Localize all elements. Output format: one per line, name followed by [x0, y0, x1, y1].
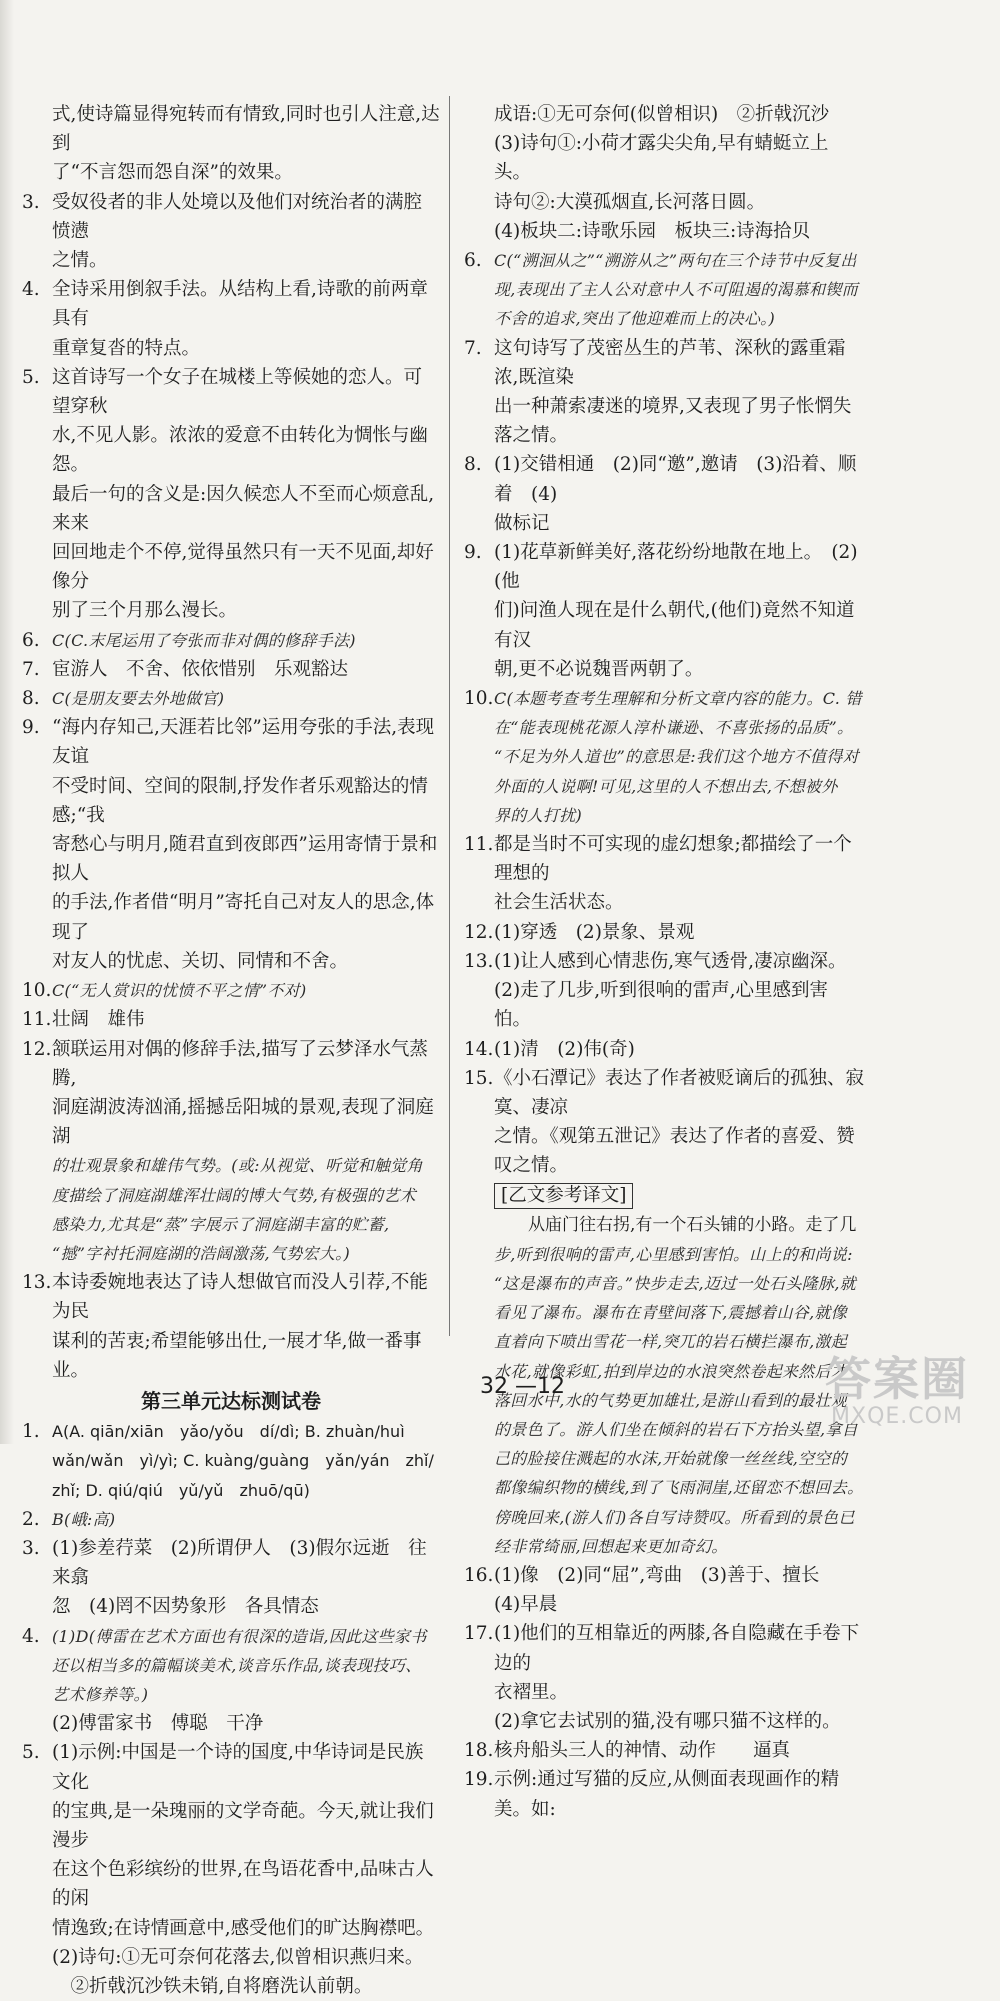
- item-number: 5.: [22, 1742, 40, 1764]
- text-line: 看见了瀑布。瀑布在青壁间落下,震撼着山谷,就像: [494, 1303, 848, 1323]
- text-line: “这是瀑布的声音。”快步走去,迈过一处石头隆脉,就: [494, 1273, 857, 1293]
- item-number: 15.: [464, 1067, 494, 1089]
- item-number: 2.: [22, 1508, 40, 1530]
- item-number: 4.: [22, 279, 40, 301]
- item-number: 18.: [464, 1740, 494, 1762]
- answer-item: [22, 275, 440, 333]
- item-number: 8.: [22, 688, 40, 710]
- item-text: (1)他们的互相靠近的两膝,各自隐藏在手卷下边的: [494, 1623, 860, 1674]
- item-number: 11.: [22, 1009, 52, 1031]
- item-number: 6.: [464, 250, 482, 272]
- item-text: “海内存知己,天涯若比邻”运用夸张的手法,表现友谊: [52, 717, 435, 768]
- item-number: 9.: [22, 717, 40, 739]
- answer-item: [22, 1417, 440, 1446]
- answer-item: [464, 246, 864, 275]
- answer-item: [464, 1561, 864, 1619]
- text-line: (4)板块二:诗歌乐园 板块三:诗海拾贝: [494, 220, 811, 242]
- text-line: 最后一句的含义是:因久候恋人不至而心烦意乱,来来: [52, 483, 435, 534]
- item-number: 6.: [22, 629, 40, 651]
- text-line: 之情。: [52, 250, 108, 272]
- page-edge: [0, 0, 14, 1444]
- text-line: 步,听到很响的雷声,心里感到害怕。山上的和尚说:: [494, 1244, 853, 1264]
- answer-item: [22, 1738, 440, 1796]
- text-line: 己的脸接住溅起的水沫,开始就像一丝丝线,空空的: [494, 1449, 848, 1469]
- answer-item: [464, 1035, 864, 1064]
- text-line: 不舍的追求,突出了他迎难而上的决心。): [494, 309, 776, 329]
- text-line: (2)拿它去试别的猫,没有哪只猫不这样的。: [494, 1710, 841, 1732]
- text-line: 界的人打扰): [494, 805, 583, 825]
- text-line: 出一种萧索凄迷的境界,又表现了男子怅惘失落之情。: [494, 396, 852, 447]
- item-number: 17.: [464, 1623, 494, 1645]
- item-number: 3.: [22, 1537, 40, 1559]
- answer-item: [22, 713, 440, 771]
- item-number: 11.: [464, 834, 494, 856]
- text-line: 寄愁心与明月,随君直到夜郎西”运用寄情于景和拟人: [52, 834, 438, 885]
- text-line: “撼”字衬托洞庭湖的浩阔激荡,气势宏大。): [52, 1243, 350, 1263]
- item-text: 全诗采用倒叙手法。从结构上看,诗歌的前两章具有: [52, 279, 428, 330]
- item-text: 这首诗写一个女子在城楼上等候她的恋人。可望穿秋: [52, 366, 423, 418]
- text-line: 做标记: [494, 512, 550, 534]
- item-number: 4.: [22, 1625, 40, 1647]
- text-line: 外面的人说啊!可见,这里的人不想出去,不想被外: [494, 776, 838, 796]
- text-line: 直着向下喷出雪花一样,突兀的岩石横拦瀑布,激起: [494, 1332, 848, 1352]
- item-number: 12.: [464, 921, 494, 943]
- text-line: 重章复沓的特点。: [52, 337, 201, 359]
- item-text: (1)穿透 (2)景象、景观: [494, 921, 695, 943]
- section-title: 第三单元达标测试卷: [141, 1388, 321, 1413]
- item-number: 1.: [22, 1421, 40, 1443]
- item-text: 都是当时不可实现的虚幻想象;都描绘了一个理想的: [494, 834, 852, 885]
- text-line: 的宝典,是一朵瑰丽的文学奇葩。今天,就让我们漫步: [52, 1800, 434, 1851]
- item-text: (1)交错相通 (2)同“邀”,邀请 (3)沿着、顺着 (4): [494, 454, 857, 505]
- answer-item: [22, 1622, 440, 1651]
- text-line: 式,使诗篇显得宛转而有情致,同时也引人注意,达到: [52, 104, 440, 155]
- item-number: 10.: [464, 688, 494, 710]
- text-line: 对友人的忧虑、关切、同情和不舍。: [52, 950, 349, 972]
- text-line: 别了三个月那么漫长。: [52, 600, 238, 622]
- item-text: (1)像 (2)同“屈”,弯曲 (3)善于、擅长 (4)早晨: [494, 1564, 838, 1616]
- item-text: 受奴役者的非人处境以及他们对统治者的满腔愤懑: [52, 191, 423, 242]
- watermark-logo: 答案圈: [825, 1352, 969, 1406]
- item-text: 示例:通过写猫的反应,从侧面表现画作的精美。如:: [494, 1769, 840, 1820]
- text-line: 的手法,作者借“明月”寄托自己对友人的思念,体现了: [52, 892, 435, 943]
- right-column: [464, 100, 864, 1824]
- text-line: 还以相当多的篇幅谈美术,谈音乐作品,谈表现技巧、: [52, 1655, 422, 1675]
- item-number: 13.: [464, 950, 494, 972]
- item-text: 本诗委婉地表达了诗人想做官而没人引荐,不能为民: [52, 1272, 428, 1323]
- item-text: 壮阔 雄伟: [52, 1009, 145, 1031]
- text-line: 水,不见人影。浓浓的爱意不由转化为惆怅与幽怨。: [52, 425, 428, 476]
- item-text: 核舟船头三人的神情、动作 逼真: [494, 1740, 791, 1762]
- answer-item: [464, 334, 864, 392]
- text-line: 感染力,尤其是“蒸”字展示了洞庭湖丰富的贮蓄,: [52, 1214, 390, 1234]
- translation-line: 从庙门往右拐,有一个石头铺的小路。走了几: [528, 1214, 857, 1235]
- item-number: 19.: [464, 1769, 494, 1791]
- item-number: 13.: [22, 1272, 52, 1294]
- text-line: (2)诗句:①无可奈何花落去,似曾相识燕归来。: [52, 1946, 424, 1968]
- answer-item: [464, 830, 864, 888]
- answer-item: [464, 947, 864, 976]
- item-text: A(A. qiān/xiān yǎo/yǒu dí/dì; B. zhuàn/huì: [52, 1422, 405, 1442]
- column-divider: [449, 96, 450, 1336]
- text-line: 朝,更不必说魏晋两朝了。: [494, 658, 704, 680]
- answer-item: [22, 655, 440, 684]
- answer-item: [464, 1736, 864, 1765]
- text-line: 水花,就像彩虹,拍到岸边的水浪突然卷起来然后才: [494, 1361, 848, 1381]
- text-line: 都像编织物的横线,到了飞雨洞崖,还留恋不想回去。: [494, 1478, 864, 1498]
- text-line: “不足为外人道也”的意思是:我们这个地方不值得对: [494, 747, 859, 767]
- text-line: wǎn/wǎn yì/yì; C. kuàng/guàng yǎn/yán zhǐ/: [52, 1451, 434, 1471]
- item-number: 5.: [22, 366, 40, 388]
- tag-line: [464, 1181, 864, 1211]
- text-line: 艺术修养等。): [52, 1684, 149, 1704]
- item-text: (1)清 (2)伟(奇): [494, 1038, 635, 1060]
- answer-item: [22, 1035, 440, 1093]
- text-line: 洞庭湖波涛汹涌,摇撼岳阳城的景观,表现了洞庭湖: [52, 1096, 434, 1148]
- item-text: (1)D(傅雷在艺术方面也有很深的造诣,因此这些家书: [52, 1626, 427, 1646]
- translation-tag: [乙文参考译文]: [494, 1183, 633, 1209]
- text-line: 谋利的苦衷;希望能够出仕,一展才华,做一番事业。: [52, 1330, 422, 1381]
- text-line: 成语:①无可奈何(似曾相识) ②折戟沉沙: [494, 104, 830, 125]
- text-line: 们)问渔人现在是什么朝代,(他们)竟然不知道有汉: [494, 600, 855, 651]
- item-number: 14.: [464, 1038, 494, 1060]
- text-line: 衣褶里。: [494, 1681, 569, 1703]
- text-line: 在这个色彩缤纷的世界,在鸟语花香中,品味古人的闲: [52, 1859, 434, 1910]
- item-text: C(本题考查考生理解和分析文章内容的能力。C. 错: [494, 689, 862, 709]
- item-text: C(“溯洄从之”“溯游从之”两句在三个诗节中反复出: [494, 251, 857, 271]
- item-number: 9.: [464, 542, 482, 564]
- answer-item: [464, 1765, 864, 1823]
- answer-item: [464, 538, 864, 596]
- text-line: 了“不言怨而怨自深”的效果。: [52, 162, 293, 184]
- text-line: 情逸致;在诗情画意中,感受他们的旷达胸襟吧。: [52, 1917, 435, 1939]
- answer-item: [22, 626, 440, 655]
- item-text: B(峨:高): [52, 1509, 116, 1529]
- text-line: 落回水中,水的气势更加雄壮,是游山看到的最壮观: [494, 1390, 848, 1410]
- item-text: C(是朋友要去外地做官): [52, 689, 225, 709]
- text-line: ②折戟沉沙铁未销,自将磨洗认前朝。: [52, 1976, 373, 1997]
- answer-item: [22, 1268, 440, 1326]
- item-number: 7.: [22, 658, 40, 680]
- item-text: 颔联运用对偶的修辞手法,描写了云梦泽水气蒸腾,: [52, 1038, 428, 1089]
- item-text: (1)花草新鲜美好,落花纷纷地散在地上。 (2)(他: [494, 542, 858, 593]
- text-line: 忽 (4)罔不因势象形 各具情态: [52, 1596, 319, 1618]
- answer-item: [22, 1534, 440, 1592]
- text-line: 之情。《观第五泄记》表达了作者的喜爱、赞叹之情。: [494, 1126, 855, 1177]
- answer-item: [22, 684, 440, 713]
- text-line: (3)诗句①:小荷才露尖尖角,早有蜻蜓立上头。: [494, 133, 829, 184]
- item-text: C(C.末尾运用了夸张而非对偶的修辞手法): [52, 630, 356, 650]
- answer-item: [464, 1619, 864, 1677]
- item-number: 10.: [22, 980, 52, 1002]
- item-text: (1)参差荇菜 (2)所谓伊人 (3)假尔远逝 往来翕: [52, 1537, 427, 1589]
- item-text: 《小石潭记》表达了作者被贬谪后的孤独、寂寞、凄凉: [494, 1067, 865, 1118]
- answer-item: [464, 450, 864, 508]
- left-column: [22, 100, 440, 2001]
- text-line: 在“能表现桃花源人淳朴谦逊、不喜张扬的品质”。: [494, 718, 854, 738]
- text-line: (2)傅雷家书 傅聪 干净: [52, 1713, 264, 1735]
- text-line: 回回地走个不停,觉得虽然只有一天不见面,却好像分: [52, 542, 434, 593]
- item-text: (1)让人感到心情悲伤,寒气透骨,凄凉幽深。: [494, 950, 847, 972]
- answer-item: [22, 188, 440, 246]
- text-line: 的景色了。游人们坐在倾斜的岩石下方抬头望,拿自: [494, 1419, 858, 1439]
- text-line: zhǐ; D. qiú/qiú yǔ/yǔ zhuō/qū): [52, 1480, 310, 1500]
- answer-item: [22, 1005, 440, 1034]
- text-line: (2)走了几步,听到很响的雷声,心里感到害怕。: [494, 980, 828, 1031]
- text-line: 诗句②:大漠孤烟直,长河落日圆。: [494, 191, 766, 213]
- text-line: 现,表现出了主人公对意中人不可阻遏的渴慕和锲而: [494, 280, 858, 300]
- text-line: 傍晚回来,(游人们)各自写诗赞叹。所看到的景色已: [494, 1507, 855, 1527]
- answer-item: [22, 363, 440, 421]
- item-text: 这句诗写了茂密丛生的芦苇、深秋的露重霜浓,既渲染: [494, 337, 846, 388]
- watermark: [812, 1354, 982, 1434]
- answer-item: [464, 684, 864, 713]
- item-number: 12.: [22, 1038, 52, 1060]
- answer-item: [464, 1064, 864, 1122]
- answer-item: [22, 1505, 440, 1534]
- text-line: 不受时间、空间的限制,抒发作者乐观豁达的情感;“我: [52, 775, 428, 826]
- answer-item: [464, 918, 864, 947]
- text-line: 度描绘了洞庭湖雄浑壮阔的博大气势,有极强的艺术: [52, 1185, 416, 1205]
- item-number: 7.: [464, 337, 482, 359]
- answer-item: [22, 976, 440, 1005]
- item-text: C(“无人赏识的忧愤不平之情”不对): [52, 981, 307, 1001]
- text-line: 社会生活状态。: [494, 892, 624, 914]
- watermark-site: MXQE.COM: [831, 1404, 963, 1429]
- text-line: 的壮观景象和雄伟气势。(或:从视觉、听觉和触觉角: [52, 1156, 423, 1176]
- item-number: 8.: [464, 454, 482, 476]
- item-text: (1)示例:中国是一个诗的国度,中华诗词是民族文化: [52, 1742, 424, 1793]
- item-number: 16.: [464, 1564, 494, 1586]
- page-number: 32 —12: [480, 1374, 565, 1399]
- item-number: 3.: [22, 191, 40, 213]
- item-text: 宦游人 不舍、依依惜别 乐观豁达: [52, 658, 349, 680]
- text-line: 经非常绮丽,回想起来更加奇幻。: [494, 1536, 728, 1556]
